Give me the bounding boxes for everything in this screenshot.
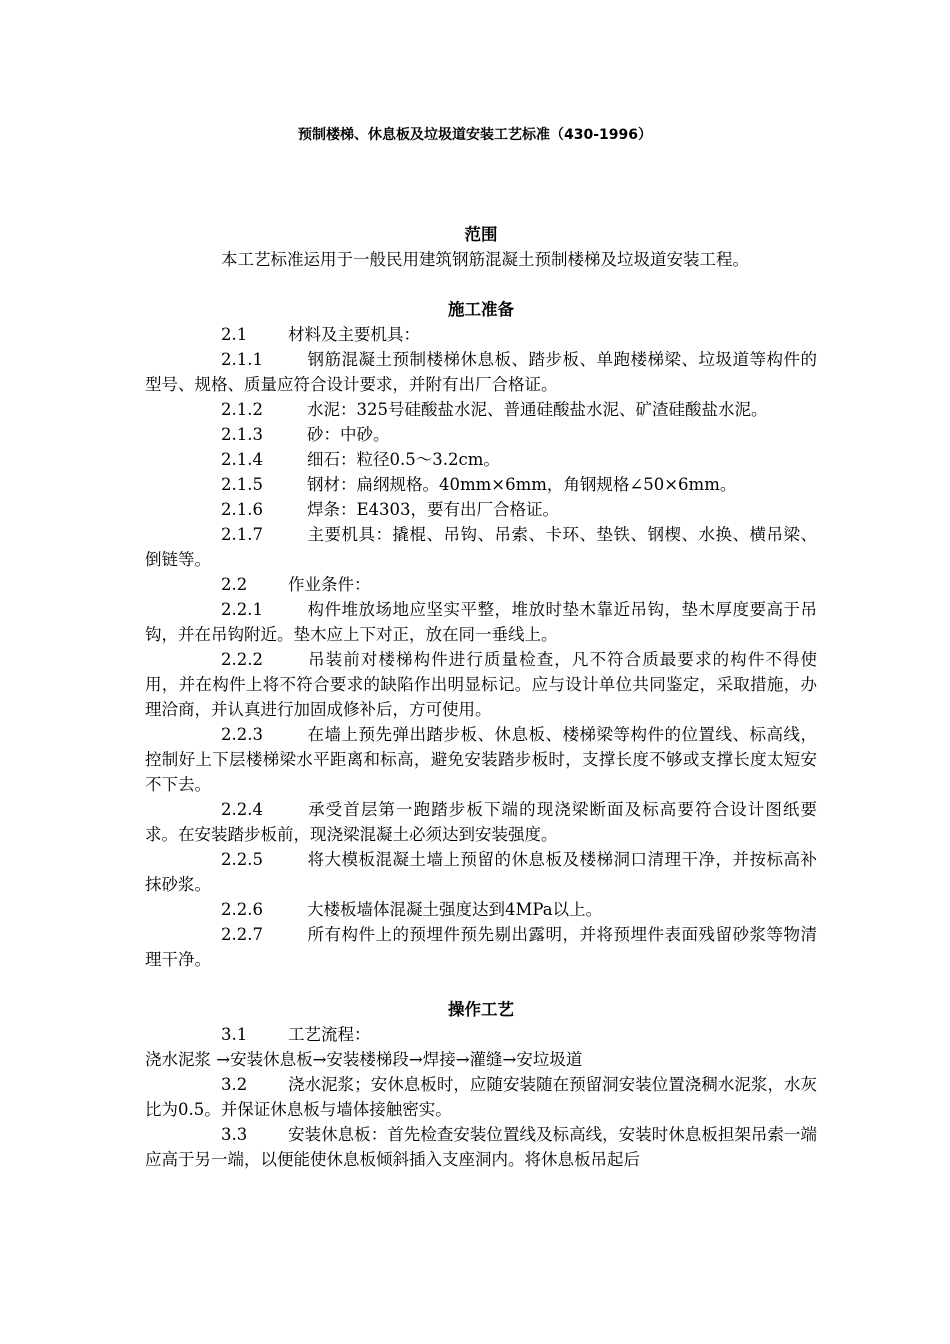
clause-number: 2.1.4	[221, 450, 263, 469]
clause-text: 钢材：扁纲规格。40mm×6mm，角钢规格∠50×6mm。	[307, 475, 737, 494]
clause-2-1-3	[145, 422, 817, 447]
clause-text: 构件堆放场地应坚实平整，堆放时垫木靠近吊钩，垫木厚度要高于吊钩，并在吊钩附近。垫木应上下对正，放在同一垂线上。	[145, 600, 817, 644]
clause-2-2-1	[145, 597, 817, 647]
clause-number: 2.2.5	[221, 850, 263, 869]
clause-2-2-2	[145, 647, 817, 722]
clause-text: 工艺流程：	[288, 1025, 371, 1044]
clause-2-2-6	[145, 897, 817, 922]
clause-2-1-6	[145, 497, 817, 522]
process-flow-line: 浇水泥浆 →安装休息板→安装楼梯段→焊接→灌缝→安垃圾道	[145, 1050, 583, 1069]
section-heading-scope: 范围	[464, 225, 498, 244]
clause-number: 2.1.1	[221, 350, 263, 369]
clause-2-2-7	[145, 922, 817, 972]
clause-3-3	[145, 1122, 817, 1172]
clause-number: 2.1	[221, 325, 248, 344]
clause-2-1	[145, 322, 817, 347]
clause-text: 焊条：E4303，要有出厂合格证。	[307, 500, 560, 519]
clause-text: 将大模板混凝土墙上预留的休息板及楼梯洞口清理干净，并按标高补抹砂浆。	[145, 850, 817, 894]
document-title: 预制楼梯、休息板及垃圾道安装工艺标准（430-1996）	[298, 127, 652, 143]
clause-number: 2.2.7	[221, 925, 263, 944]
clause-text: 材料及主要机具：	[288, 325, 420, 344]
scope-paragraph: 本工艺标准运用于一般民用建筑钢筋混凝土预制楼梯及垃圾道安装工程。	[221, 250, 749, 269]
document-body	[145, 222, 817, 1172]
clause-number: 3.2	[221, 1075, 248, 1094]
clause-text: 安装休息板：首先检查安装位置线及标高线，安装时休息板担架吊索一端应高于另一端，以便能使休息板倾斜插入支座洞内。将休息板吊起后	[145, 1125, 817, 1169]
clause-text: 细石：粒径0.5～3.2cm。	[307, 450, 500, 469]
clause-text: 钢筋混凝土预制楼梯休息板、踏步板、单跑楼梯梁、垃圾道等构件的型号、规格、质量应符合设计要求，并附有出厂合格证。	[145, 350, 817, 394]
clause-number: 2.2	[221, 575, 248, 594]
clause-number: 2.2.6	[221, 900, 263, 919]
clause-number: 3.1	[221, 1025, 248, 1044]
clause-2-2-3	[145, 722, 817, 797]
clause-2-1-1	[145, 347, 817, 397]
clause-text: 水泥：325号硅酸盐水泥、普通硅酸盐水泥、矿渣硅酸盐水泥。	[307, 400, 768, 419]
section-heading-prep: 施工准备	[448, 300, 514, 319]
clause-text: 大楼板墙体混凝土强度达到4MPa以上。	[307, 900, 603, 919]
clause-2-1-7	[145, 522, 817, 572]
clause-number: 2.1.2	[221, 400, 263, 419]
clause-2-2-5	[145, 847, 817, 897]
clause-number: 2.1.6	[221, 500, 263, 519]
clause-text: 承受首层第一跑踏步板下端的现浇梁断面及标高要符合设计图纸要求。在安装踏步板前，现浇梁混凝土必须达到安装强度。	[145, 800, 817, 844]
clause-number: 2.2.3	[221, 725, 263, 744]
section-heading-ops: 操作工艺	[448, 1000, 514, 1019]
clause-number: 3.3	[221, 1125, 248, 1144]
clause-2-1-5	[145, 472, 817, 497]
clause-number: 2.2.1	[221, 600, 263, 619]
clause-text: 所有构件上的预埋件预先剔出露明，并将预埋件表面残留砂浆等物清理干净。	[145, 925, 817, 969]
clause-2-2	[145, 572, 817, 597]
clause-text: 浇水泥浆；安休息板时，应随安装随在预留洞安装位置浇稠水泥浆，水灰比为0.5。并保证休息板与墙体接触密实。	[145, 1075, 817, 1119]
clause-number: 2.2.2	[221, 650, 263, 669]
clause-number: 2.1.7	[221, 525, 263, 544]
clause-3-2	[145, 1072, 817, 1122]
clause-2-2-4	[145, 797, 817, 847]
clause-text: 主要机具：撬棍、吊钩、吊索、卡环、垫铁、钢楔、水换、横吊梁、倒链等。	[145, 525, 817, 569]
clause-text: 作业条件：	[288, 575, 371, 594]
clause-text: 在墙上预先弹出踏步板、休息板、楼梯梁等构件的位置线、标高线，控制好上下层楼梯梁水平距离和标高，避免安装踏步板时，支撑长度不够或支撑长度太短安不下去。	[145, 725, 817, 794]
clause-3-1	[145, 1022, 817, 1047]
clause-number: 2.1.5	[221, 475, 263, 494]
clause-2-1-4	[145, 447, 817, 472]
clause-number: 2.1.3	[221, 425, 263, 444]
clause-number: 2.2.4	[221, 800, 263, 819]
clause-2-1-2	[145, 397, 817, 422]
clause-text: 砂：中砂。	[307, 425, 390, 444]
clause-text: 吊装前对楼梯构件进行质量检查，凡不符合质最要求的构件不得使用，并在构件上将不符合要求的缺陷作出明显标记。应与设计单位共同鉴定，采取措施，办理洽商，并认真进行加固成修补后，方可使用。	[145, 650, 817, 719]
